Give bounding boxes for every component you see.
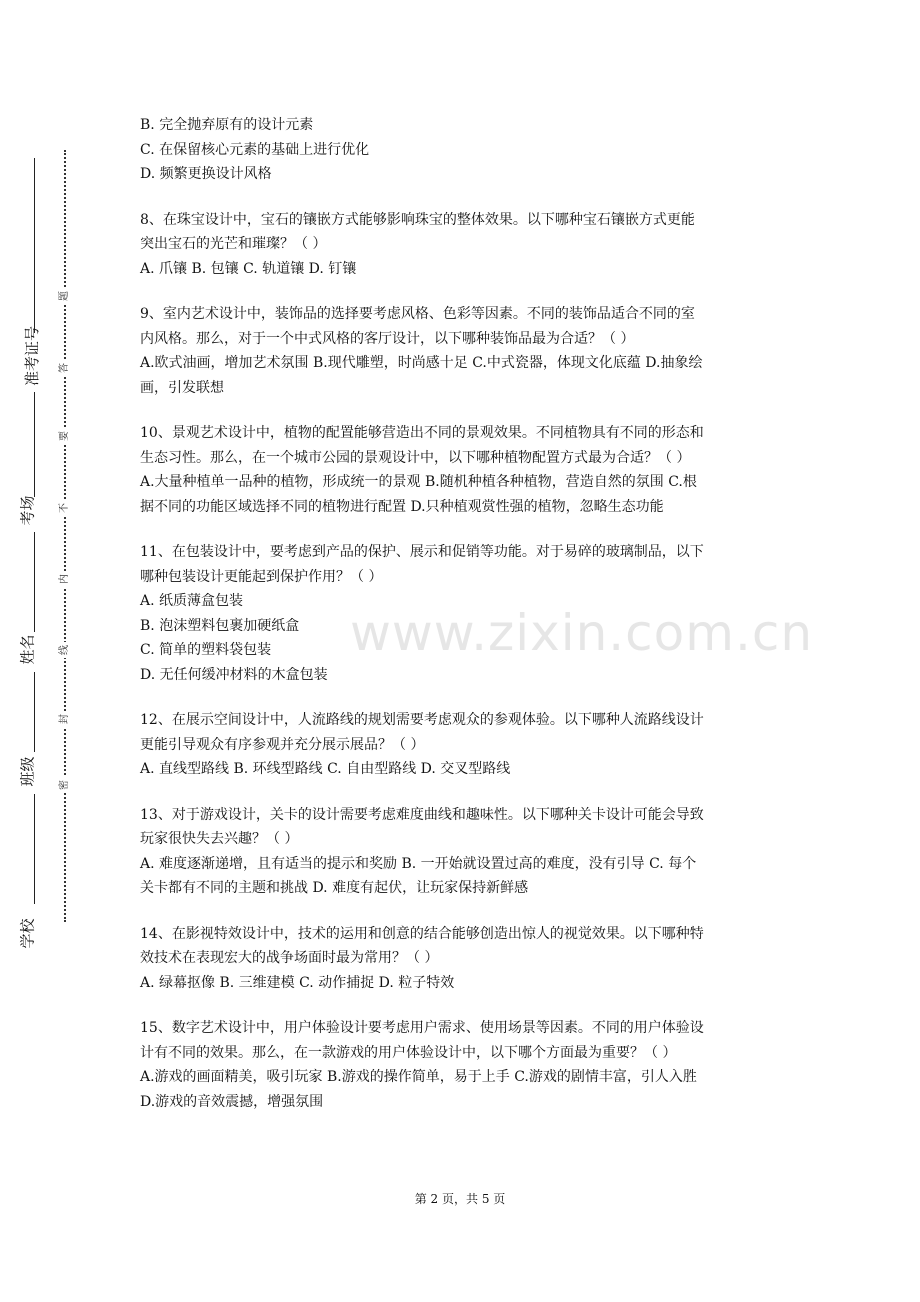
underline — [34, 672, 35, 752]
text-line: C. 简单的塑料袋包装 — [140, 642, 272, 658]
text-line: 8、在珠宝设计中，宝石的镶嵌方式能够影响珠宝的整体效果。以下哪种宝石镶嵌方式更能 — [140, 211, 695, 228]
text-line: D. 频繁更换设计风格 — [140, 166, 272, 182]
text-line: D.游戏的音效震撼，增强氛围 — [140, 1093, 324, 1110]
text-line: 效技术在表现宏大的战争场面时最为常用？（ ） — [140, 950, 439, 966]
text-line: 9、室内艺术设计中，装饰品的选择要考虑风格、色彩等因素。不同的装饰品适合不同的室 — [140, 306, 695, 322]
text-line: 15、数字艺术设计中，用户体验设计要考虑用户需求、使用场景等因素。不同的用户体验设 — [140, 1020, 704, 1036]
underline — [34, 158, 35, 333]
question-block — [140, 1016, 792, 1114]
text-line: 内风格。那么，对于一个中式风格的客厅设计，以下哪种装饰品最为合适？（ ） — [140, 330, 635, 347]
question-block — [140, 922, 792, 996]
question-block — [140, 708, 792, 782]
seal-char: 要 — [57, 428, 73, 444]
text-line: 更能引导观众有序参观并充分展示展品？（ ） — [140, 736, 425, 753]
text-line: A. 直线型路线 B. 环线型路线 C. 自由型路线 D. 交叉型路线 — [140, 761, 511, 777]
seal-char: 答 — [57, 360, 73, 376]
exam-number-label: 准考证号 — [23, 326, 41, 387]
text-line: 哪种包装设计更能起到保护作用？（ ） — [140, 568, 383, 585]
text-line: 计有不同的效果。那么，在一款游戏的用户体验设计中，以下哪个方面最为重要？（ ） — [140, 1044, 677, 1061]
text-line: 据不同的功能区域选择不同的植物进行配置 D.只种植观赏性强的植物，忽略生态功能 — [140, 498, 664, 515]
text-line: B. 完全抛弃原有的设计元素 — [140, 117, 314, 133]
text-line: B. 泡沫塑料包裹加硬纸盒 — [140, 617, 300, 634]
underline — [34, 532, 35, 632]
binding-margin — [0, 0, 120, 1302]
text-line: 突出宝石的光芒和璀璨？（ ） — [140, 236, 327, 252]
name-label: 姓名 — [18, 634, 37, 665]
text-line: D. 无任何缓冲材料的木盒包装 — [140, 666, 328, 683]
page-number: 第 2 页，共 5 页 — [414, 1192, 506, 1206]
underline — [34, 392, 35, 497]
school-label: 学校 — [18, 918, 37, 949]
underline — [34, 794, 35, 904]
seal-char: 不 — [57, 500, 73, 516]
text-line: 画，引发联想 — [140, 379, 224, 396]
seal-line — [64, 150, 66, 922]
text-line: A. 绿幕抠像 B. 三维建模 C. 动作捕捉 D. 粒子特效 — [140, 974, 455, 991]
text-line: 生态习性。那么，在一个城市公园的景观设计中，以下哪种植物配置方式最为合适？（ ） — [140, 449, 691, 466]
text-line: 14、在影视特效设计中，技术的运用和创意的结合能够创造出惊人的视觉效果。以下哪种特 — [140, 925, 704, 942]
text-line: 13、对于游戏设计，关卡的设计需要考虑难度曲线和趣味性。以下哪种关卡设计可能会导致 — [140, 806, 704, 823]
question-block — [140, 302, 792, 400]
text-line: A.欧式油画，增加艺术氛围 B.现代雕塑，时尚感十足 C.中式瓷器，体现文化底蕴 D.抽象绘 — [140, 355, 703, 371]
question-block — [140, 540, 792, 687]
text-line: C. 在保留核心元素的基础上进行优化 — [140, 141, 370, 158]
question-block — [140, 208, 792, 282]
seal-char: 题 — [57, 288, 73, 304]
text-line: A. 爪镶 B. 包镶 C. 轨道镶 D. 钉镶 — [140, 260, 357, 277]
seal-char: 封 — [57, 711, 73, 727]
text-line: 10、景观艺术设计中，植物的配置能够营造出不同的景观效果。不同植物具有不同的形态和 — [140, 425, 704, 441]
seal-char: 密 — [57, 777, 73, 793]
question-block — [140, 803, 792, 901]
text-line: 关卡都有不同的主题和挑战 D. 难度有起伏，让玩家保持新鲜感 — [140, 880, 529, 896]
text-line: 玩家很快失去兴趣？（ ） — [140, 831, 299, 847]
text-line: A.游戏的画面精美，吸引玩家 B.游戏的操作简单，易于上手 C.游戏的剧情丰富，引人入胜 — [140, 1069, 697, 1085]
watermark: www.zixin.com.cn — [350, 604, 814, 662]
seal-char: 内 — [57, 571, 73, 587]
text-line: 12、在展示空间设计中，人流路线的规划需要考虑观众的参观体验。以下哪种人流路线设计 — [140, 712, 704, 728]
question-block — [140, 113, 792, 187]
question-block — [140, 421, 792, 519]
class-label: 班级 — [18, 756, 37, 787]
text-line: 11、在包装设计中，要考虑到产品的保护、展示和促销等功能。对于易碎的玻璃制品，以下 — [140, 544, 704, 560]
exam-content — [140, 113, 792, 1135]
text-line: A. 难度逐渐递增，且有适当的提示和奖励 B. 一开始就设置过高的难度，没有引导 C. 每个 — [140, 855, 697, 872]
text-line: A.大量种植单一品种的植物，形成统一的景观 B.随机种植各种植物，营造自然的氛围 C.根 — [140, 474, 697, 490]
exam-room-label: 考场 — [18, 495, 37, 526]
seal-char: 线 — [57, 642, 73, 658]
text-line: A. 纸质薄盒包装 — [140, 593, 244, 609]
